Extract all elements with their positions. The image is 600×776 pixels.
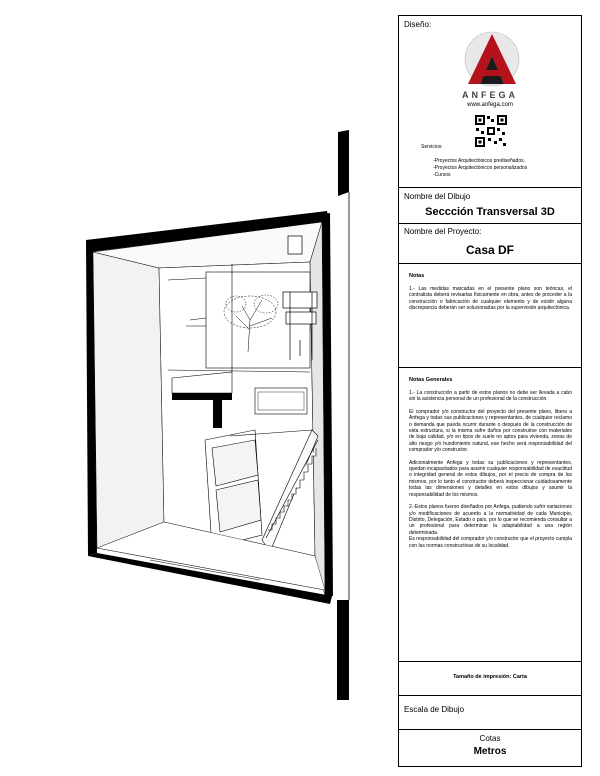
project-name-section	[399, 224, 581, 264]
right-wall-lower	[337, 600, 349, 700]
drawing-name-section	[399, 188, 581, 224]
website-link[interactable]: www.anfega.com	[467, 102, 513, 108]
scale-label: Escala de Dibujo	[404, 705, 465, 714]
services-title: Servicios:	[421, 144, 443, 150]
title-block	[398, 15, 582, 767]
design-label: Diseño:	[404, 20, 432, 29]
general-notes-section	[399, 368, 581, 662]
project-name: Casa DF	[465, 243, 515, 257]
services-list	[433, 158, 527, 179]
drawing-name-label: Nombre del Dibujo	[404, 192, 471, 201]
general-note-text: 2.-Estos planos fueron diseñados por Anfega, pudiendo sufrir variaciones y/o modificaciones de acuerdo a la normatividad de cada Municipio, Distrito, Delegación, Estado o país, por lo que se recomienda consultar a un profesional para determinar la adaptabilidad a una región determinada. Es responsabilidad del comprador y/o constructor que el proyecto cumpla con las normas constructivas de su localidad.	[409, 504, 572, 549]
drawing-name: Seccción Transversal 3D	[425, 206, 555, 218]
design-section	[399, 16, 581, 188]
units-label: Cotas	[479, 734, 501, 743]
mezzanine-slab	[172, 393, 232, 400]
print-size-section	[399, 662, 581, 696]
anfega-logo	[463, 30, 521, 88]
notes-title: Notas	[409, 273, 425, 279]
units-section	[399, 730, 581, 766]
right-wall-upper	[338, 130, 349, 196]
left-side-plane	[93, 252, 164, 548]
notes-section	[399, 264, 581, 368]
units-value: Metros	[473, 746, 507, 757]
general-note-text: 1.- La construcción a partir de estos planos no debe ser llevada a cabo sin la asistencia personal de un profesional de la construcción.	[409, 390, 572, 403]
general-note-text: El comprador y/o constructor del proyecto del presente plano, libera a Anfega y todas sus publicaciones y representantes, de cualquier reclamo o demanda que pueda ocurrir durante o después de la construcción de esta estructura, si la misma sufre daños por construirse con materiales de baja calidad, y/o en tipos de suelo no aptos para vivienda, zonas de alto riesgo y/o hundimiento natural, ese hecho será responsabilidad del comprador y/o constructor.	[409, 408, 572, 454]
scale-section	[399, 696, 581, 730]
qr-code-icon	[474, 114, 508, 148]
service-item: -Proyectos Arquitectónicos prediseñados.	[433, 158, 525, 164]
service-item: -Cursos	[433, 172, 451, 178]
print-size: Tamaño de impresión: Carta	[453, 674, 527, 680]
brand-name: ANFEGA	[462, 90, 518, 100]
project-name-label: Nombre del Proyecto:	[404, 227, 482, 236]
service-item: -Proyectos Arquitectónicos personalizados	[433, 165, 528, 171]
note-text: 1.- Las medidas marcadas en el presente plano son teóricas, el contratista deberá revisarlas físicamente en obra, antes de proceder a la construcción o fabricación de cualquier elemento y de existir alguna discrepancia deberán ser solucionadas por la supervisión arquitectónica.	[409, 286, 572, 312]
general-note-text: Adicionalmente Anfega y todas su publicaciones y representantes, quedan incapacitados para asumir cualquier responsabilidad de exactitud o integridad general de estos dibujos, por el precio de compra de los mismos, por lo tanto el constructor deberá inspeccionar cuidadosamente todas las dimensiones y detalles en estos dibujos y asumir la responsabilidad de los mismos.	[409, 459, 572, 498]
general-notes-title: Notas Generales	[409, 377, 453, 383]
